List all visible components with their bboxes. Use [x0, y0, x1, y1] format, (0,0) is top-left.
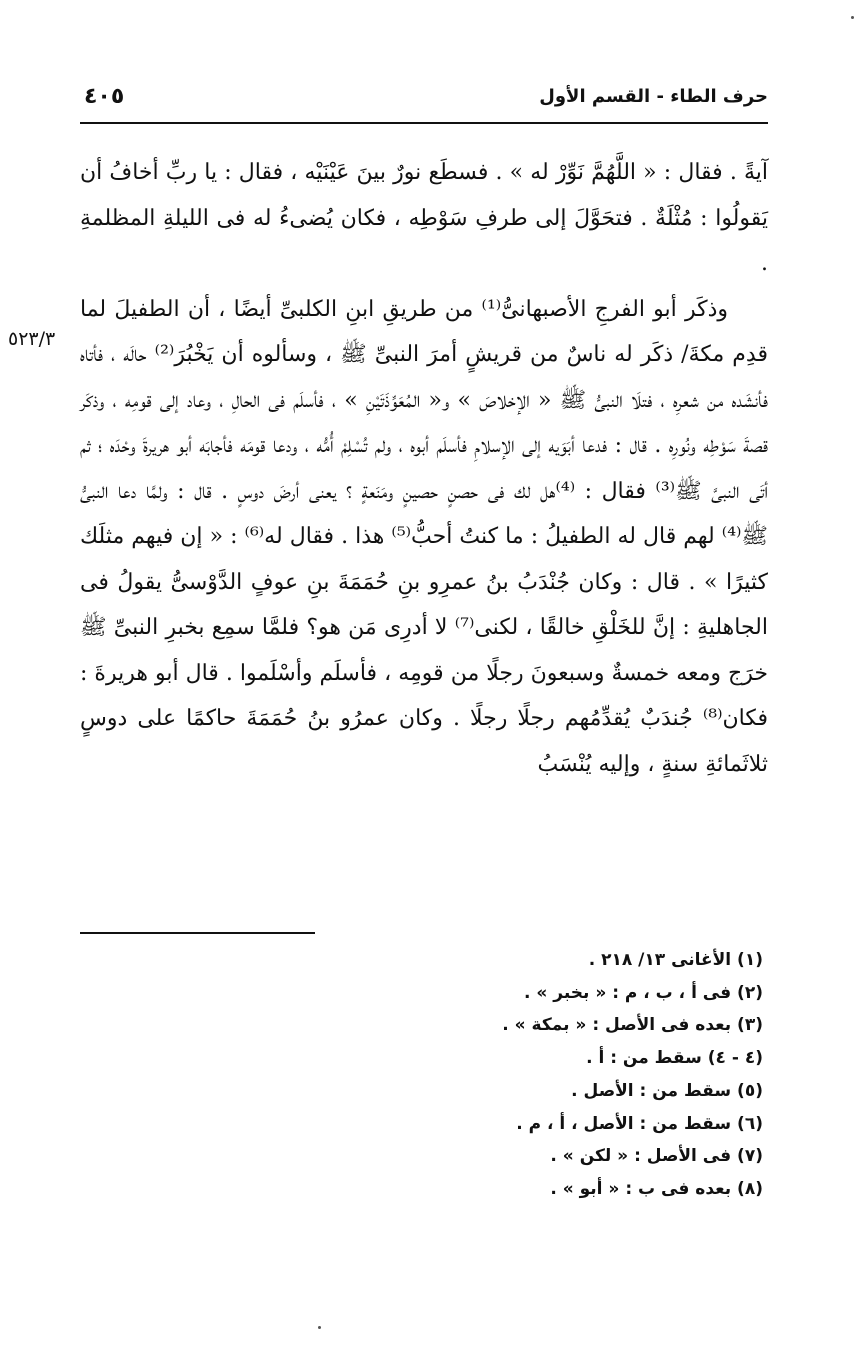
footnote-5: (٥) سقط من : الأصل . [571, 1080, 763, 1101]
footnote-3: (٣) بعده فى الأصل : « بمكة » . [502, 1015, 763, 1036]
footnote-1: (١) الأغانى ١٣/ ٢١٨ . [588, 950, 763, 970]
paragraph-1: آيةً . فقال : « اللَّهُمَّ نَوِّرْ له » . فسطَع نورٌ بينَ عَيْنَيْه ، فقال : يا ربِّ أخافُ أن يَقولُوا : مُثْلَةٌ . فتحَوَّلَ إلى طرفِ سَوْطِه ، فكان يُضىءُ له فى الليلةِ المظلمةِ . [80, 160, 768, 276]
running-head: حرف الطاء - القسم الأول [539, 86, 768, 107]
footnote-2: (٢) فى أ ، ب ، م : « بخبر » . [523, 982, 763, 1003]
margin-reference: ٥٢٣/٣ [8, 328, 56, 350]
footnote-separator [80, 932, 315, 934]
scan-speck [851, 16, 854, 19]
footnotes [343, 944, 763, 1206]
footnote-7: (٧) فى الأصل : « لكن » . [550, 1146, 763, 1167]
page-number: ٤٠٥ [84, 84, 125, 109]
footnote-8: (٨) بعده فى ب : « أبو » . [550, 1178, 763, 1199]
footnote-6: (٦) سقط من : الأصل ، أ ، م . [516, 1113, 763, 1134]
page-header [80, 84, 768, 114]
paragraph-2: وذكَر أبو الفرجِ الأصبهانىُّ⁽¹⁾ من طريقِ ابنِ الكلبىِّ أيضًا ، أن الطفيلَ لما قدِم مكةَ/ ذكَر له ناسٌ من قريشٍ أمرَ النبىِّ ﷺ ، وسألوه أن يَخْبُرَ⁽²⁾ حالَه ، فأتاه فأنشَده من شعرِه ، فتلَا النبىُّ ﷺ « الإخلاصَ » و« المُعَوِّذَتَيْنِ » ، فأسلَم فى الحالِ ، وعاد إلى قومِه ، وذكَر قصةَ سَوْطِه ونُورِه . قال : فدعا أبَوَيه إلى الإسلامِ فأسلَم أبوه ، ولم تُسْلِمْ أُمُّه ، ودعا قومَه فأجابَه أبو هريرةَ وحْدَه ؛ ثم أتَى النبىَّ ﷺ⁽³⁾ فقال : ⁽⁴⁾هل لك فى حصنٍ حصينٍ ومَنَعةٍ ؟ يعنى أرضَ دوسٍ . قال : ولمَّا دعا النبىُّ ﷺ⁽⁴⁾ لهم قال له الطفيلُ : ما كنتُ أحبُّ⁽⁵⁾ هذا . فقال له⁽⁶⁾ : « إن فيهم مثلَك كثيرًا » . قال : وكان جُنْدَبُ بنُ عمرِو بنِ حُمَمَةَ بنِ عوفٍ الدَّوْسىُّ يقولُ فى الجاهليةِ : إنَّ للخَلْقِ خالقًا ، لكنى⁽⁷⁾ لا أدرِى مَن هو؟ فلمَّا سمِع بخبرِ النبىِّ ﷺ خرَج ومعه خمسةٌ وسبعونَ رجلًا من قومِه ، فأسلَم وأسْلَموا . قال أبو هريرةَ : فكان⁽⁸⁾ جُندَبٌ يُقدِّمُهم رجلًا رجلًا . وكان عمرُو بنُ حُمَمَةَ حاكمًا على دوسٍ ثلاثَمائةِ سنةٍ ، وإليه يُنْسَبُ [80, 296, 768, 777]
scan-speck [318, 1326, 321, 1329]
header-rule [80, 122, 768, 124]
footnote-4: (٤ - ٤) سقط من : أ . [586, 1048, 763, 1069]
body-text [80, 150, 768, 787]
